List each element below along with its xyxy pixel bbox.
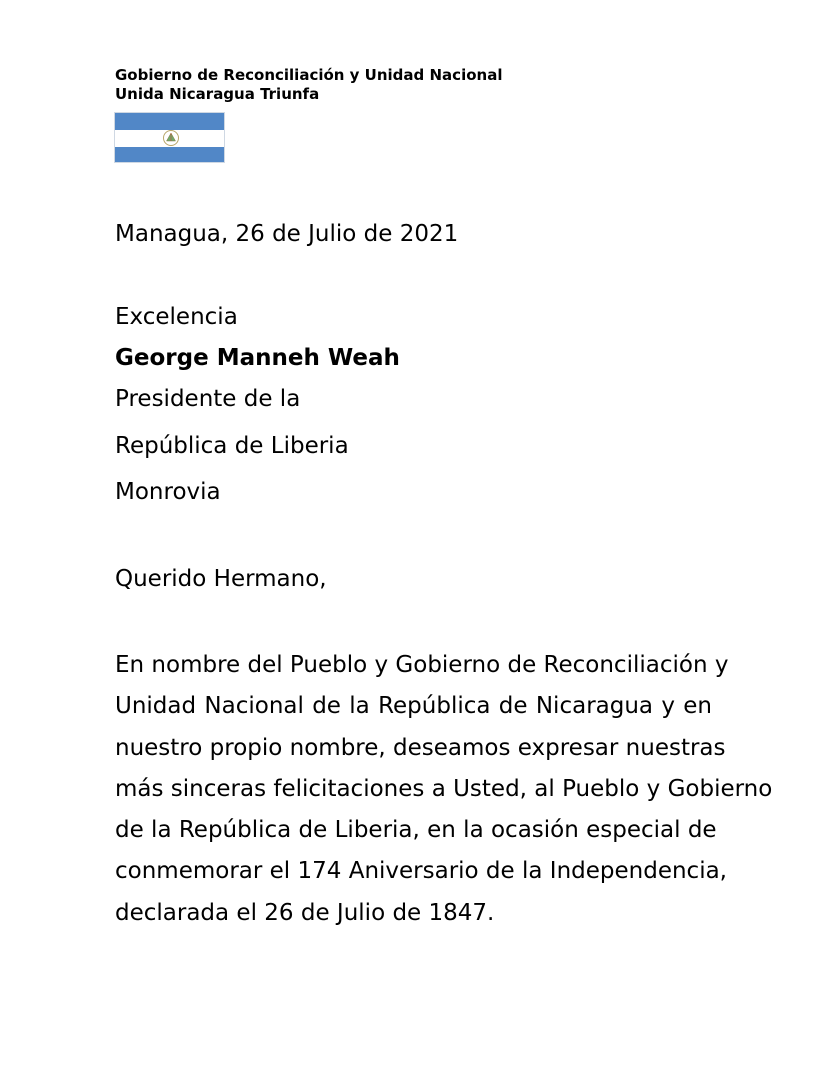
body-line: Unidad Nacional de la República de Nicaragua y en [115,693,712,720]
letterhead-line-2: Unida Nicaragua Triunfa [115,85,320,103]
recipient-name: George Manneh Weah [115,345,400,371]
coat-of-arms-icon [162,129,180,147]
body-line: nuestro propio nombre, deseamos expresar nuestras [115,734,726,761]
letterhead [115,66,502,104]
recipient-title-line-1: Presidente de la [115,386,301,412]
body-line: de la República de Liberia, en la ocasión especial de [115,817,717,844]
body-line: En nombre del Pueblo y Gobierno de Reconciliación y [115,652,729,678]
body-line: declarada el 26 de Julio de 1847. [115,899,495,926]
body-line: conmemorar el 174 Aniversario de la Independencia, [115,858,727,885]
recipient-city: Monrovia [115,479,221,505]
letter-greeting: Querido Hermano, [115,566,327,592]
body-paragraph [115,645,773,934]
letter-date: Managua, 26 de Julio de 2021 [115,221,459,247]
letterhead-line-1: Gobierno de Reconciliación y Unidad Nacional [115,66,503,84]
recipient-title-line-2: República de Liberia [115,433,349,459]
nicaragua-flag-icon [114,112,225,163]
recipient-salutation: Excelencia [115,304,238,330]
body-line: más sinceras felicitaciones a Usted, al Pueblo y Gobierno [115,775,773,802]
